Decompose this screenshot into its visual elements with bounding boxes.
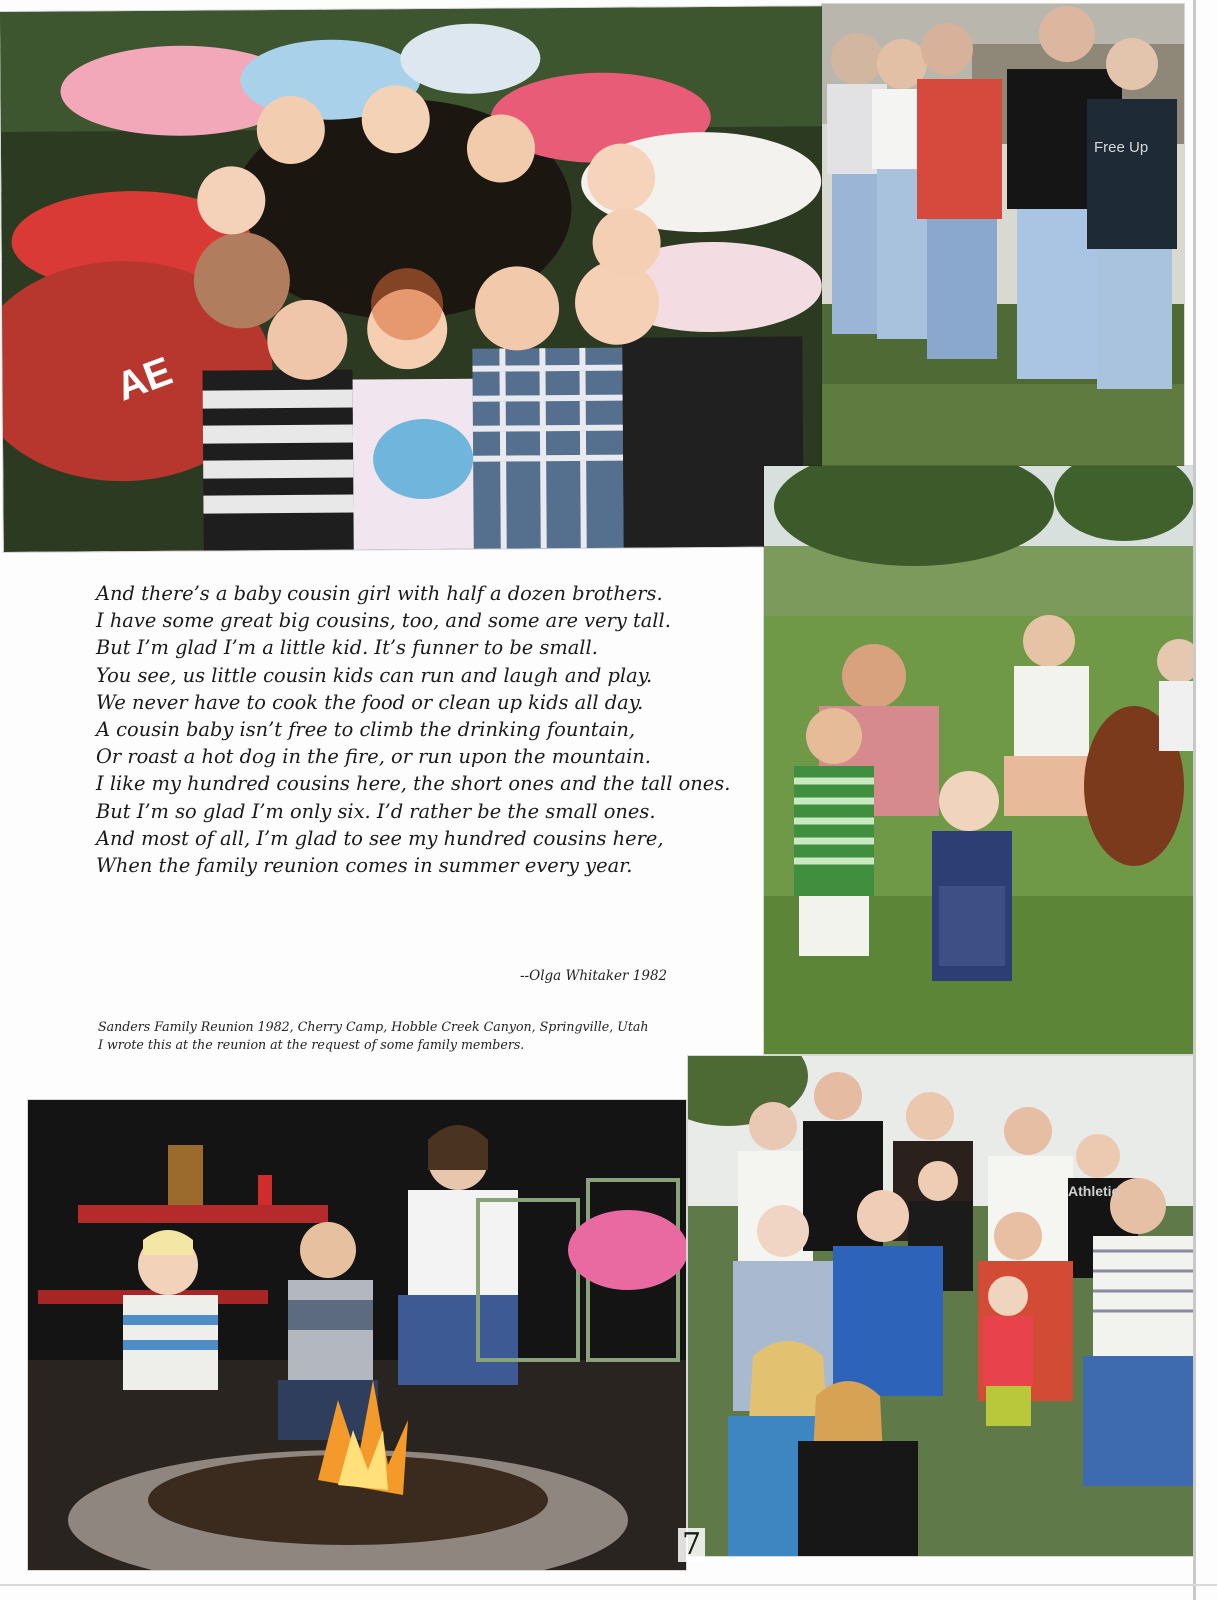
shirt-text: AE bbox=[110, 348, 178, 410]
poem-line: And there’s a baby cousin girl with half a dozen brothers. bbox=[96, 582, 663, 605]
poem-attribution: --Olga Whitaker 1982 bbox=[520, 968, 668, 984]
poem-line: You see, us little cousin kids can run and laugh and play. bbox=[96, 663, 653, 687]
poem-line: And most of all, I’m glad to see my hundred cousins here, bbox=[96, 826, 664, 850]
paper-edge bbox=[0, 1584, 1217, 1586]
reunion-note bbox=[98, 1018, 738, 1054]
poem-line: We never have to cook the food or clean up kids all day. bbox=[96, 690, 644, 714]
photo-teens-standing bbox=[822, 4, 1184, 466]
reunion-note-line: I wrote this at the reunion at the request of some family members. bbox=[98, 1037, 525, 1052]
poem-line: I like my hundred cousins here, the short ones and the tall ones. bbox=[96, 772, 731, 796]
shirt-text: Free Up bbox=[1094, 139, 1149, 156]
shirt-text: Athletic bbox=[1068, 1183, 1120, 1199]
photo-kids-circle bbox=[0, 6, 832, 552]
poem-line: Or roast a hot dog in the fire, or run upon the mountain. bbox=[96, 745, 651, 769]
photo-lawn-group bbox=[764, 466, 1194, 1054]
poem-line: When the family reunion comes in summer every year. bbox=[96, 854, 633, 878]
poem-line: But I’m so glad I’m only six. I’d rather be the small ones. bbox=[96, 799, 656, 823]
photo-family-portrait bbox=[688, 1056, 1194, 1556]
paper-edge bbox=[1193, 0, 1196, 1600]
photo-campfire bbox=[28, 1100, 686, 1570]
reunion-note-line: Sanders Family Reunion 1982, Cherry Camp, Hobble Creek Canyon, Springville, Utah bbox=[98, 1019, 649, 1034]
poem-line: But I’m glad I’m a little kid. It’s funner to be small. bbox=[96, 636, 598, 660]
page-number: 7 bbox=[678, 1528, 705, 1562]
poem-line: A cousin baby isn’t free to climb the drinking fountain, bbox=[96, 718, 636, 742]
poem-line: I have some great big cousins, too, and some are very tall. bbox=[96, 609, 671, 633]
poem bbox=[96, 580, 756, 879]
